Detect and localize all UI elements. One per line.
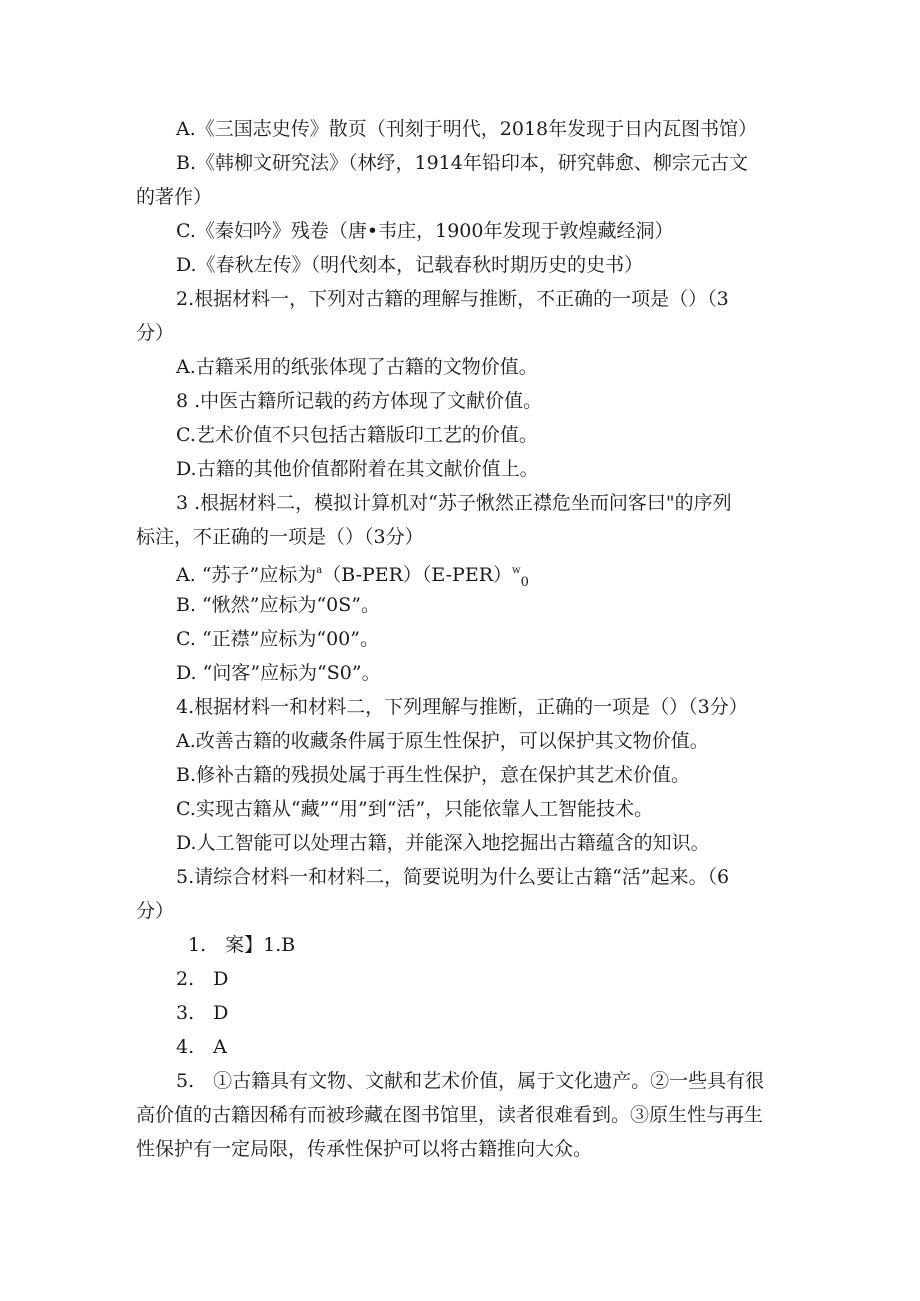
option-d-line: D.《春秋左传》（明代刻本，记载春秋时期历史的史书） [176,254,644,276]
q3-option-a-middle: （B-PER）（E-PER） [322,564,512,586]
question-2: 2.根据材料一，下列对古籍的理解与推断，不正确的一项是（）（3 [176,288,729,310]
answer-4: 4. A [176,1036,227,1058]
option-a-line: A.《三国志史传》散页（刊刻于明代，2018年发现于日内瓦图书馆） [176,118,758,140]
q4-option-c: C.实现古籍从“藏”“用”到“活”，只能依靠人工智能技术。 [176,798,654,820]
q3-option-a-sub: 0 [520,575,529,588]
q3-option-a [136,554,792,588]
document-body [136,112,792,1166]
q3-option-a-prefix: A. “苏子”应标为 [176,564,317,586]
q4-option-d: D.人工智能可以处理古籍，并能深入地挖掘出古籍蕴含的知识。 [176,832,710,854]
question-5: 5.请综合材料一和材料二，简要说明为什么要让古籍“活”起来。（6 [176,866,730,888]
option-c-line: C.《秦妇吟》残卷（唐•韦庄，1900年发现于敦煌藏经洞） [176,220,674,242]
question-2-continuation: 分） [136,322,175,344]
q4-option-a: A.改善古籍的收藏条件属于原生性保护，可以保护其文物价值。 [176,730,709,752]
answer-3: 3. D [176,1002,229,1024]
answer-5-continuation-1: 高价值的古籍因稀有而被珍藏在图书馆里，读者很难看到。③原生性与再生 [136,1104,764,1126]
option-b-line: B.《韩柳文研究法》（林纾，1914年铅印本，研究韩愈、柳宗元古文 [176,152,748,174]
question-3-continuation: 标注，不正确的一项是（）（3分） [136,526,424,548]
q2-option-b: 8 .中医古籍所记载的药方体现了文献价值。 [176,390,543,412]
q2-option-c: C.艺术价值不只包括古籍版印工艺的价值。 [176,424,538,446]
q2-option-d: D.古籍的其他价值都附着在其文献价值上。 [176,458,539,480]
answer-1: 1. 案】1.B [188,934,296,956]
answer-5-continuation-2: 性保护有一定局限，传承性保护可以将古籍推向大众。 [136,1138,593,1160]
q3-option-a-sup2: w [512,565,521,576]
q2-option-a: A.古籍采用的纸张体现了古籍的文物价值。 [176,356,538,378]
answer-5: 5. ①古籍具有文物、文献和艺术价值，属于文化遗产。②一些具有很 [176,1070,765,1092]
option-b-continuation: 的著作） [136,186,213,208]
q3-option-d: D. “问客”应标为“S0”。 [176,662,381,684]
question-4: 4.根据材料一和材料二，下列理解与推断，正确的一项是（）（3分） [176,696,748,718]
question-3: 3 .根据材料二，模拟计算机对“苏子愀然正襟危坐而问客曰"的序列 [176,492,732,514]
answer-2: 2. D [176,968,229,990]
q3-option-a-sup: a [316,565,323,576]
question-5-continuation: 分） [136,900,175,922]
q3-option-b: B. “愀然”应标为“0S”。 [176,594,380,616]
q3-option-c: C. “正襟”应标为“00”。 [176,628,379,650]
q4-option-b: B.修补古籍的残损处属于再生性保护，意在保护其艺术价值。 [176,764,691,786]
